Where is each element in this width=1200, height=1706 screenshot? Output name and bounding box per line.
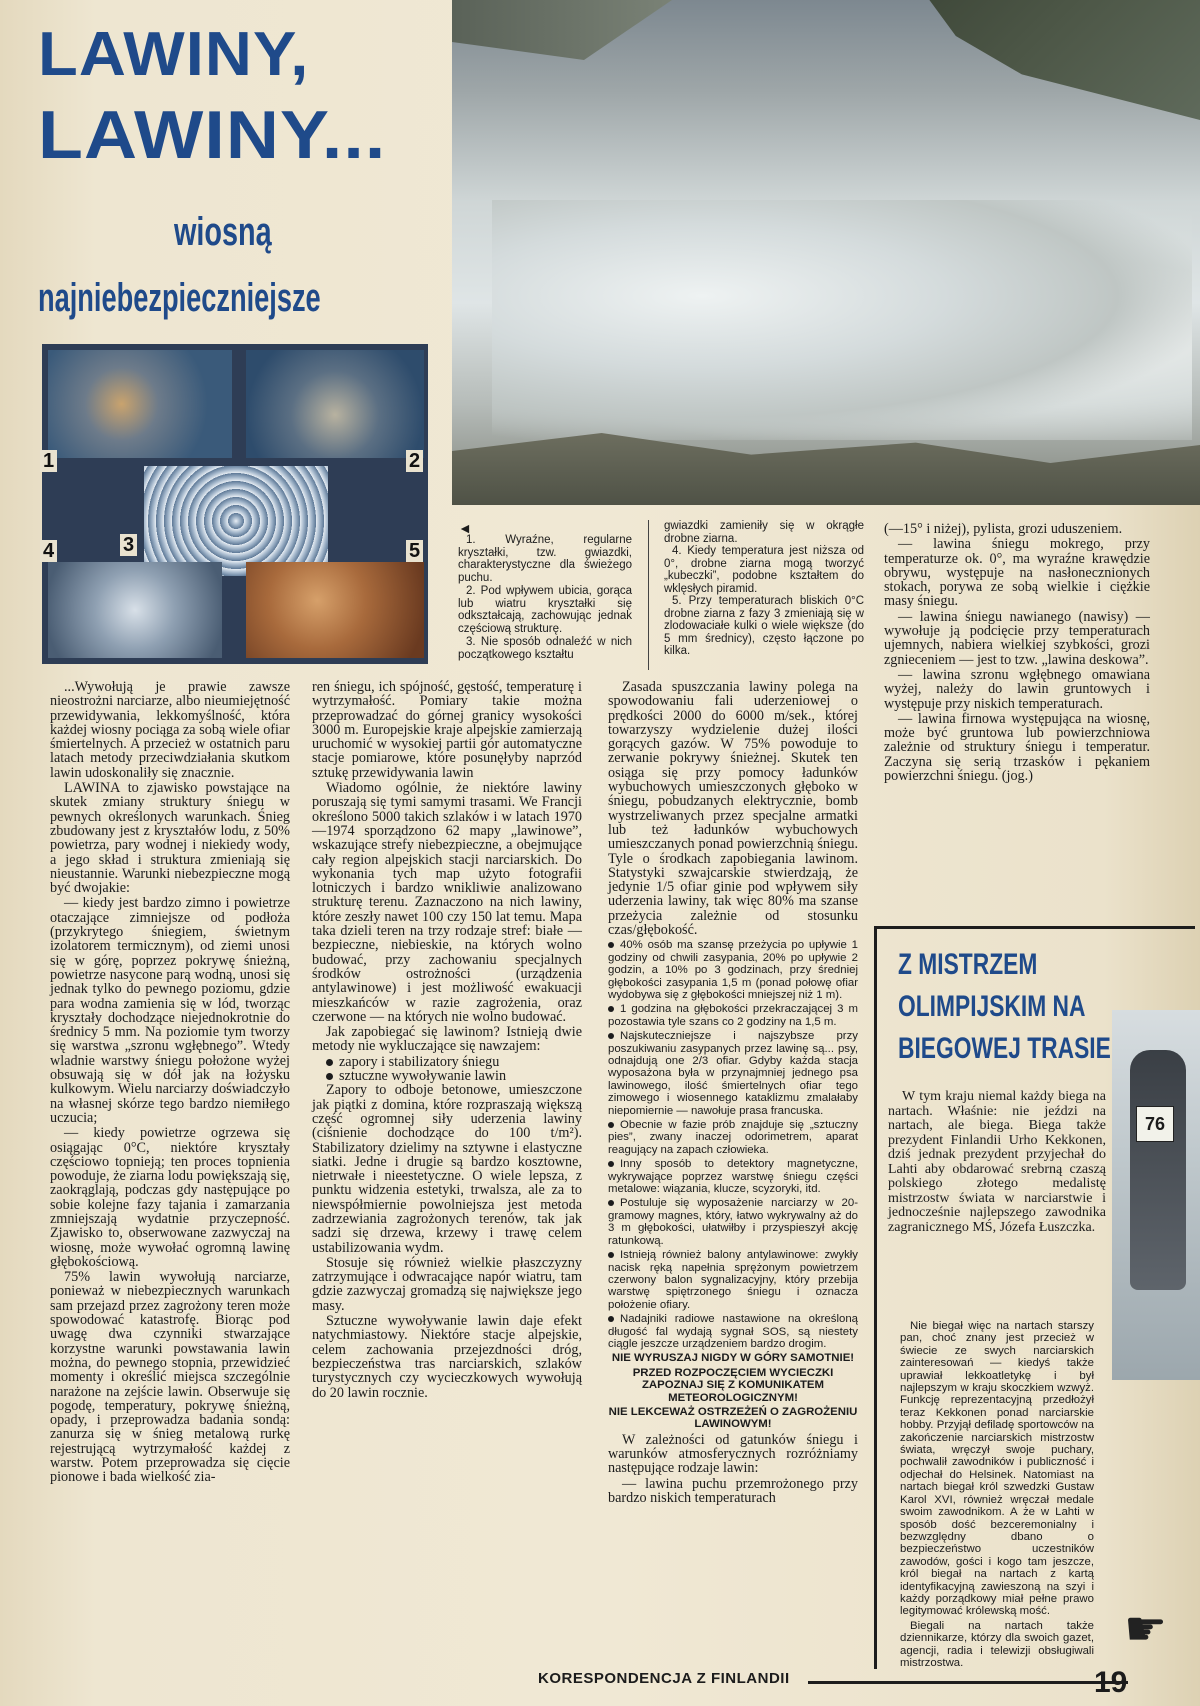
col1-p5: 75% lawin wywołują narciarze, ponieważ w niebezpiecznych warunkach sam przejazd przez zagrożony teren może spowodować katastrofę. Biorąc pod uwagę dwa czynniki stwarzające korzystne warunki powstawania lawin można, do pewnego stopnia, przewidzieć momenty i określić miejsca szczególnie narażone na zejście lawin. Obserwuje się pogodę, temperatury, pokrywę śnieżną, opady, i przeprowadza badania sondą: zanurza się w śnieg metalową rurkę rejestrującą wytrzymałość każdej z warstw. Potem przeprowadza się cięcie pionowe i bada wielkość zia-	[50, 1269, 290, 1486]
col2-p3: Jak zapobiegać się lawinom? Istnieją dwie metody nie wykluczające się nawzajem:	[312, 1024, 582, 1055]
col1-p3: — kiedy jest bardzo zimno i powietrze otaczające zimniejsze od podłoża (przykrytego śniegiem, świetnym izolatorem termicznym), od ziemi unosi się w górę, poprzez pokrywę śnieżną, powietrze nasycone parą wodną, unosi się jednak tylko do pewnego poziomu, gdzie para wodna zamienia się w lód, tworząc kryształy dochodzące niejednokrotnie do średnicy 5 mm. Na poziomie tym tworzy się warstwa „szronu wgłębnego”. Wtedy wladnie warstwy śniegu położone wyżej obsuwają się w dół jak na łożysku kulkowym. Wielu narciarzy doświadczyło na własnej skórze tego bardzo niemiłego uczucia;	[50, 895, 290, 1126]
fact-2: 1 godzina na głębokości przekraczającej 3 m pozostawia tyle szans co 2 godziny na 1,5 m.	[608, 1003, 858, 1028]
caption-3: 3. Nie sposób odnaleźć w nich początkowego kształtu	[458, 636, 632, 661]
bullet-icon	[608, 1252, 614, 1258]
caption-2: 2. Pod wpływem ubicia, gorąca lub wiatru kryształki się odkształcają, zachowując jednak częściową strukturę.	[458, 585, 632, 635]
bullet-icon	[608, 1122, 614, 1128]
col2-bullet-2: sztuczne wywoływanie lawin	[312, 1069, 582, 1083]
headline	[38, 20, 438, 320]
crystal-photo-3	[144, 466, 328, 576]
crystal-photo-5	[246, 562, 424, 658]
section-footer: KORESPONDENCJA Z FINLANDII	[538, 1670, 790, 1687]
caption-6: 5. Przy temperaturach bliskich 0°C drobne ziarna z fazy 3 zmieniają się w zlodowaciałe kulki o wiele większe (do 5 mm średnicy), często łączone po kilka.	[664, 595, 864, 657]
fact-5: Inny sposób to detektory magnetyczne, wykrywające poprzez warstwę śniegu części metalowe: wiązania, klucze, scyzoryki, itd.	[608, 1158, 858, 1196]
bullet-icon	[608, 1006, 614, 1012]
sidebar-title-line2: OLIMPIJSKIM NA	[898, 990, 1086, 1023]
crystal-photo-1	[48, 350, 232, 458]
sidebar-title	[898, 944, 1111, 1070]
snow-crystal-photos	[42, 344, 428, 664]
pointing-hand-icon: ☛	[1124, 1603, 1168, 1656]
col2-p2: Wiadomo ogólnie, że niektóre lawiny poruszają się tymi samymi trasami. We Francji określono 5000 takich szlaków i w latach 1970—1974 sporządzono 62 mapy „lawinowe”, wskazujące strefy niebezpieczne, a obejmujące cały region alpejskich stacji narciarskich. Do wykonania tych map użyto fotografii lotniczych i bardzo wnikliwie analizowano strukturę terenu. Zaznaczono na nich lawiny, które zeszły nawet 100 czy 150 lat temu. Mapa taka dzieli teren na trzy rodzaje stref: białe — bezpieczne, niebieskie, na których wolno budować, przy zachowaniu specjalnych środków ostrożności (urządzenia antylawinowe) i jest możliwość ewakuacji mieszkańców w razie zagrożenia, oraz czerwone — na których nie wolno budować.	[312, 780, 582, 1025]
crystal-number-2: 2	[406, 450, 423, 472]
crystal-number-3: 3	[120, 534, 137, 556]
headline-sub2: najniebezpieczniejsze	[38, 276, 321, 320]
col2-p6: Sztuczne wywoływanie lawin daje efekt natychmiastowy. Niektóre stacje alpejskie, celem zachowania przejezdności dróg, bezpieczeństwa tras narciarskich, szlaków turystycznych czy wycieczkowych wywołują do 20 lawin rocznie.	[312, 1313, 582, 1401]
col2-p5: Stosuje się również wielkie płaszczyzny zatrzymujące i odwracające napór wiatru, tam gdzie zazwyczaj gromadzą się największe jego masy.	[312, 1254, 582, 1314]
crystal-photo-2	[246, 350, 424, 458]
headline-line1: LAWINY,	[38, 20, 310, 89]
article-column-4	[884, 522, 1150, 784]
caption-arrow: ◄	[458, 522, 472, 537]
col1-p4: — kiedy powietrze ogrzewa się osiągając 0°C, niektóre kryształy częściowo topnieją; ten proces topnienia powoduje, że ziarna lodu powiększają się, zaokrąglają, podczas gdy następujące po sobie kolejne fazy tajania i zamarzania zmniejszają wydatnie przyczepność. Zjawisko to, obserwowane zazwyczaj na wiosnę, może wywołać ogromną lawinę głębokościową.	[50, 1125, 290, 1270]
bullet-icon	[326, 1059, 333, 1066]
bullet-icon	[608, 942, 614, 948]
col4-p2: — lawina śniegu mokrego, przy temperaturze ok. 0°, ma wyraźne krawędzie obrywu, występuje na nasłonecznionych stokach, porywa ze sobą wielkie i ciężkie masy śniegu.	[884, 536, 1150, 610]
fact-6: Postuluje się wyposażenie narciarzy w 20-gramowy magnes, który, łatwo wykrywalny aż do 3 m głębokości, ułatwiłby i przyspieszył akcję ratunkową.	[608, 1197, 858, 1247]
crystal-photo-4	[48, 562, 222, 658]
sidebar-title-line1: Z MISTRZEM	[898, 948, 1038, 981]
sidebar-title-line3: BIEGOWEJ TRASIE	[898, 1032, 1111, 1065]
caption-5: 4. Kiedy temperatura jest niższa od 0°, drobne ziarna mogą tworzyć „kubeczki”, podobne kształtem do wklęsłych piramid.	[664, 545, 864, 595]
skier-photo	[1112, 1010, 1200, 1380]
col1-p1: ...Wywołują je prawie zawsze nieostrożni narciarze, albo nieumiejętność przewidywania, lekkomyślność, która każdej wiosny pociąga za sobą wiele ofiar śmiertelnych. A przecież w ostatnich paru latach metody przeciwdziałania skutkom lawin udoskonaliły się znacznie.	[50, 679, 290, 781]
sidebar-body-text-2: Biegali na nartach także dziennikarze, którzy dla swoich gazet, agencji, radia i telewizji obsługiwali mistrzostwa.	[900, 1619, 1094, 1669]
crystal-number-1: 1	[40, 450, 57, 472]
page-number: 19	[1094, 1666, 1128, 1699]
col2-p4: Zapory to odboje betonowe, umieszczone jak piątki z domina, które rozpraszają większą część ogromnej siły uderzenia lawiny (ciśnienie dochodzące do 100 t/m²). Stabilizatory dzielimy na sztywne i elastyczne siatki. Jedne i drugie są bardzo kosztowne, nietrwałe i nieestetyczne. O wiele lepsza, z punktu widzenia estetyki, trwalsza, ale za to niewspółmiernie powolniejsza jest metoda zadrzewiania zagrożonych terenów, tak jak sadzi się drzewa, krzewy i trawę celem ustabilizowania wydm.	[312, 1082, 582, 1256]
fact-1: 40% osób ma szansę przeżycia po upływie 1 godziny od chwili zasypania, 20% po upływie 2 godzin, a 10% po 3 godzinach, przy średniej głębokości zasypania 1,5 m (ponad połowę ofiar wydobywa się z głębokości mniejszej niż 1 m).	[608, 939, 858, 1001]
caption-block-1	[458, 534, 632, 661]
fact-4: Obecnie w fazie prób znajduje się „sztuczny pies”, zwany inaczej odorimetrem, aparat reagujący na zapach człowieka.	[608, 1119, 858, 1156]
warning-2: PRZED ROZPOCZĘCIEM WYCIECZKI ZAPOZNAJ SIĘ Z KOMUNIKATEM METEOROLOGICZNYM!	[632, 1366, 834, 1404]
caption-4: gwiazdki zamieniły się w okrągłe drobne ziarna.	[664, 520, 864, 545]
skier-bib-number: 76	[1136, 1106, 1174, 1142]
col4-p3: — lawina śniegu nawianego (nawisy) — wywołuje ją podcięcie przy temperaturach ujemnych, nabiera wielkiej szybkości, grozi zgnieceniem — jest to tzw. „lawina deskowa”.	[884, 608, 1150, 668]
avalanche-photo	[452, 0, 1200, 505]
col4-p5: — lawina firnowa występująca na wiosnę, może być gruntowa lub powierzchniowa zależnie od struktury śniegu i temperatur. Zaczyna się serią trzasków i pękaniem powierzchni śniegu. (jog.)	[884, 710, 1150, 785]
bullet-icon	[608, 1161, 614, 1167]
headline-sub1: wiosną	[174, 210, 272, 254]
fact-3: Najskuteczniejsze i najszybsze przy poszukiwaniu zasypanych przez lawinę są... psy, odnajdują one 2/3 ofiar. Gdyby każda stacja wyposażona była w przynajmniej jednego psa lawinowego, ilość śmiertelnych ofiar tego zimowego i wiosennego kataklizmu zmalałaby niepomiernie — nawołuje prasa francuska.	[608, 1030, 858, 1117]
article-column-1	[50, 680, 290, 1486]
warning-1: NIE WYRUSZAJ NIGDY W GÓRY SAMOTNIE!	[611, 1352, 855, 1365]
article-column-3	[608, 680, 858, 1506]
col2-p1: ren śniegu, ich spójność, gęstość, temperaturę i wytrzymałość. Pomiary takie można przeprowadzać do górnej granicy wysokości 3000 m. Europejskie kraje alpejskie zamierzają uruchomić w wysokiej partii gór automatyczne stacje pomiarowe, które posunęłyby naprzód sztukę przewidywania lawin	[312, 679, 582, 781]
col4-p4: — lawina szronu wgłębnego omawiana wyżej, należy do lawin gruntowych i występuje przy niskich temperaturach.	[884, 666, 1150, 712]
caption-1: 1. Wyraźne, regularne kryształki, tzw. gwiazdki, charakterystyczne dla świeżego puchu.	[458, 534, 632, 584]
bullet-icon	[326, 1073, 333, 1080]
sidebar-body	[900, 1320, 1094, 1671]
sidebar-body-text: Nie biegał więc na nartach starszy pan, choć znany jest przecież w świecie ze swych narciarskich zainteresowań — kiedyś także uprawiał lekkoatletykę i był najlepszym w kraju skoczkiem wzwyż. Funkcję reprezentacyjną przedłożył teraz Kekkonen ponad narciarskie hobby. Przyjął defiladę sportowców na zakończenie narciarskich mistrzostw świata, wręczył swoje puchary, pochwalił zawodników i publiczność i odjechał do Helsinek. Natomiast na nartach biegał król szwedzki Gustaw Karol XVI, również wręczał medale swoim zawodnikom. A że w Lahti w sposób dość bezceremonialny i bezwzględny dbano o bezpieczeństwo uczestników zawodów, gości i kogo tam jeszcze, król biegał na nartach z kartą identyfikacyjną zawieszoną na szyi i każdy porządkowy miał pełne prawo legitymować królewską mość.	[900, 1320, 1094, 1618]
warning-3: NIE LEKCEWAŻ OSTRZEŻEŃ O ZAGROŻENIU LAWINOWYM!	[608, 1405, 858, 1431]
col3-p3: — lawina puchu przemrożonego przy bardzo niskich temperaturach	[608, 1475, 858, 1506]
bullet-icon	[608, 1200, 614, 1206]
col3-p2: W zależności od gatunków śniegu i warunków atmosferycznych rozróżniamy następujące rodzaje lawin:	[608, 1431, 858, 1477]
footer-rule	[808, 1681, 1128, 1684]
caption-divider	[648, 520, 649, 670]
col3-p1: Zasada spuszczania lawiny polega na spowodowaniu fali uderzeniowej o prędkości 2000 do 6000 m/sek., której towarzyszy wydzielenie dużej ilości gorących gazów. W 75% powoduje to zerwanie pokrywy śnieżnej. Skutek ten osiąga się przy pomocy ładunków wybuchowych umieszczonych głęboko w śniegu, pobudzanych elektrycznie, bomb wystrzeliwanych przez specjalne armatki lub też ładunków wybuchowych umieszczanych ponad powierzchnią śniegu. Tyle o środkach zapobiegania lawinom. Statystyki szwajcarskie stwierdzają, że jedynie 1/5 ofiar ginie pod wpływem siły uderzenia lawiny, tak więc 80% ma szanse przeżycia zależnie od stosunku czas/głębokość.	[608, 679, 858, 939]
crystal-number-5: 5	[406, 540, 423, 562]
bullet-icon	[608, 1033, 614, 1039]
fact-8: Nadajniki radiowe nastawione na określoną długość fal wydają sygnał SOS, są niestety ciągle jeszcze urządzeniem bardzo drogim.	[608, 1313, 858, 1350]
article-column-2	[312, 680, 582, 1401]
col3-facts	[608, 939, 858, 1430]
headline-line2: LAWINY...	[38, 97, 387, 173]
col4-p1: (—15° i niżej), pylista, grozi uduszeniem.	[884, 521, 1123, 537]
col1-p2: LAWINA to zjawisko powstające na skutek zmiany struktury śniegu w pewnych określonych warunkach. Śnieg zbudowany jest z kryształów lodu, z 50% powietrza, pary wodnej i niekiedy wody, a jego skład i struktura zmieniają się nieustannie. Warunki niebezpieczne mogą być dwojakie:	[50, 780, 290, 897]
fact-7: Istnieją również balony antylawinowe: zwykły nacisk ręką napełnia sprężonym powietrzem czerwony balon sygnalizacyjny, który przebija warstwę spiętrzonego śniegu i oznacza położenie ofiary.	[608, 1249, 858, 1311]
sidebar-lead	[888, 1090, 1106, 1236]
sidebar-lead-text: W tym kraju niemal każdy biega na nartach. Właśnie: nie jeździ na nartach, ale biega. Biega także prezydent Finlandii Urho Kekkonen, dziś jednak prezydent przyjechał do Lahti aby obdarować srebrną czaszą polskiego złotego medalistę mistrzostw świata w narciarstwie i jednocześnie najlepszego zawodnika zagranicznego MŚ, Józefa Łuszczka.	[888, 1089, 1106, 1235]
col2-bullet-1: zapory i stabilizatory śniegu	[312, 1055, 582, 1069]
caption-block-2	[664, 520, 864, 658]
bullet-icon	[608, 1316, 614, 1322]
crystal-number-4: 4	[40, 540, 57, 562]
